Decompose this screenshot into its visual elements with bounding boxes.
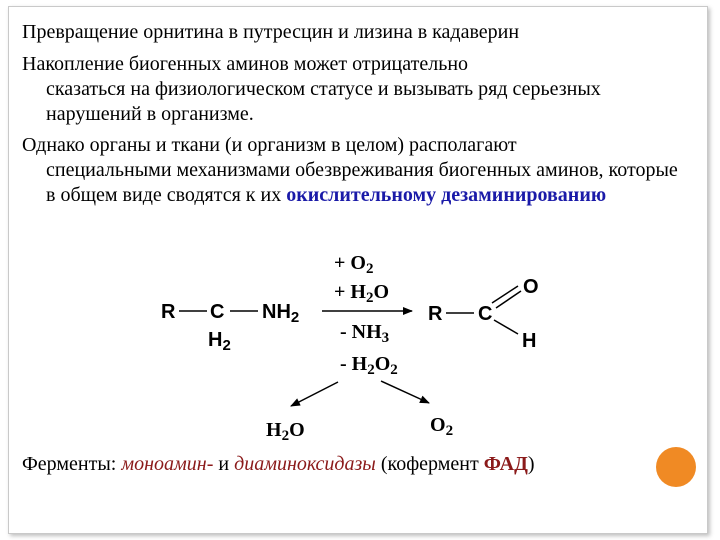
reactant-r-label: R bbox=[161, 301, 176, 323]
amino-subscript: 2 bbox=[290, 309, 300, 326]
enzyme-monoamine: моноамин- bbox=[121, 453, 214, 475]
product-r-label: R bbox=[428, 303, 443, 325]
reactant-h2-group bbox=[208, 329, 231, 354]
branch-product-o2: $O_2$ bbox=[430, 414, 454, 439]
emphasis-oxidative-deamination: окислительному дезаминированию bbox=[286, 184, 607, 206]
reagent-plus-o2: + $O_2$ bbox=[334, 252, 374, 277]
p2-rest: сказаться на физиологическом статусе и вызывать ряд серьезных нарушений в организме. bbox=[46, 78, 601, 125]
p2-first-line: Накопление биогенных аминов может отрицательно bbox=[22, 53, 469, 75]
enzyme-diamine-oxidase: диаминоксидазы bbox=[234, 453, 376, 475]
product-c-label: C bbox=[478, 303, 493, 325]
h2-h: H bbox=[208, 329, 223, 351]
footer-prefix: Ферменты: bbox=[22, 453, 122, 475]
product-bond-c-h bbox=[494, 320, 518, 334]
h2-subscript: 2 bbox=[222, 337, 231, 354]
footer-paren-close: ) bbox=[527, 453, 535, 475]
p3-first-line: Однако органы и ткани (и организм в целом) располагают bbox=[22, 134, 517, 156]
branch-arrow-right bbox=[381, 381, 429, 403]
footer-conj: и bbox=[213, 453, 235, 475]
reactant-c-label: C bbox=[210, 301, 225, 323]
footer-paren-open: (кофермент bbox=[375, 453, 484, 475]
reactant-amino-group bbox=[262, 301, 299, 326]
product-double-bond-1 bbox=[492, 286, 518, 303]
branch-arrow-left bbox=[291, 382, 338, 406]
cofactor-fad: ФАД bbox=[483, 453, 528, 475]
enzymes-line bbox=[22, 452, 692, 477]
branch-product-h2o: $H_2O$ bbox=[266, 419, 305, 444]
reagent-minus-h2o2: - $H_2O_2$ bbox=[340, 353, 398, 378]
product-h-label: H bbox=[522, 330, 537, 352]
reagent-plus-h2o: + $H_2O$ bbox=[334, 281, 390, 306]
product-double-bond-2 bbox=[496, 291, 521, 308]
line-ornithine: Превращение орнитина в путресцин и лизина в кадаверин bbox=[22, 21, 520, 43]
p3-rest: специальными механизмами обезвреживания биогенных аминов, которые в общем виде сводятся к их bbox=[46, 159, 678, 206]
reagent-minus-nh3: - $NH_3$ bbox=[340, 321, 390, 346]
amino-nh: NH bbox=[262, 301, 291, 323]
product-o-label: O bbox=[523, 276, 539, 298]
